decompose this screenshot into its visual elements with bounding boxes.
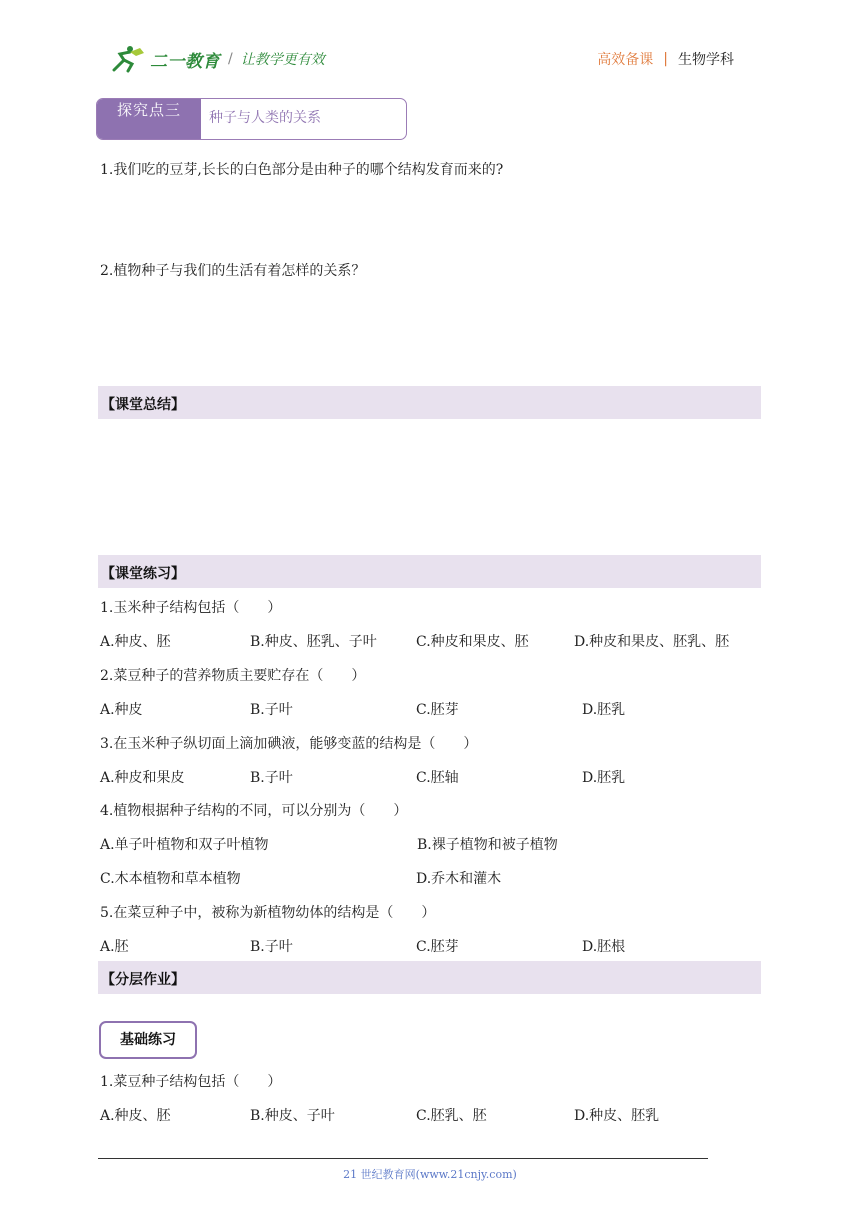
homework-bar <box>98 961 761 994</box>
basic-practice-label: 基础练习 <box>99 1021 197 1059</box>
practice-label: 【课堂练习】 <box>101 566 185 582</box>
section-tag-number: 探究点三 <box>97 99 201 139</box>
summary-bar <box>98 386 761 419</box>
option: C.胚芽 <box>416 939 459 955</box>
option: B.子叶 <box>250 702 293 718</box>
brand-logo <box>110 44 325 74</box>
header-separator: | <box>663 51 668 67</box>
logo-text: 二一教育 <box>150 51 220 72</box>
option: D.胚乳 <box>582 702 626 718</box>
header-right <box>597 49 734 69</box>
option: B.裸子植物和被子植物 <box>417 837 558 853</box>
practice-question: 2.菜豆种子的营养物质主要贮存在（ ） <box>100 668 366 684</box>
option: A.种皮和果皮 <box>100 770 185 786</box>
option: C.种皮和果皮、胚 <box>416 634 529 650</box>
option: C.胚乳、胚 <box>416 1108 487 1124</box>
basic-question: 1.菜豆种子结构包括（ ） <box>100 1074 282 1090</box>
option: D.种皮和果皮、胚乳、胚 <box>574 634 730 650</box>
header-subject: 生物学科 <box>678 52 734 68</box>
option: A.种皮 <box>100 702 143 718</box>
option: D.种皮、胚乳 <box>574 1108 660 1124</box>
practice-bar <box>98 555 761 588</box>
option: D.乔木和灌木 <box>416 871 502 887</box>
homework-label: 【分层作业】 <box>101 972 185 988</box>
summary-label: 【课堂总结】 <box>101 397 185 413</box>
option: D.胚乳 <box>582 770 626 786</box>
section-tag <box>96 98 407 140</box>
option: B.子叶 <box>250 939 293 955</box>
runner-logo-icon <box>110 44 148 74</box>
logo-divider: / <box>228 51 233 67</box>
inquiry-question: 2.植物种子与我们的生活有着怎样的关系？ <box>100 263 366 279</box>
option: C.胚轴 <box>416 770 459 786</box>
inquiry-question: 1.我们吃的豆芽,长长的白色部分是由种子的哪个结构发育而来的? <box>100 162 504 178</box>
option: A.种皮、胚 <box>100 634 171 650</box>
option: C.胚芽 <box>416 702 459 718</box>
option: A.种皮、胚 <box>100 1108 171 1124</box>
option: B.子叶 <box>250 770 293 786</box>
option: B.种皮、胚乳、子叶 <box>250 634 377 650</box>
option: C.木本植物和草本植物 <box>100 871 241 887</box>
option: B.种皮、子叶 <box>250 1108 335 1124</box>
footer-divider <box>98 1158 708 1159</box>
practice-question: 1.玉米种子结构包括（ ） <box>100 600 282 616</box>
practice-question: 3.在玉米种子纵切面上滴加碘液，能够变蓝的结构是（ ） <box>100 736 478 752</box>
header-tagline: 高效备课 <box>597 52 654 68</box>
footer-text: 21 世纪教育网(www.21cnjy.com) <box>343 1168 517 1181</box>
practice-question: 4.植物根据种子结构的不同，可以分别为（ ） <box>100 803 408 819</box>
option: A.单子叶植物和双子叶植物 <box>100 837 269 853</box>
section-tag-title: 种子与人类的关系 <box>209 110 321 126</box>
logo-slogan: 让教学更有效 <box>240 52 325 68</box>
option: A.胚 <box>100 939 129 955</box>
option: D.胚根 <box>582 939 626 955</box>
practice-question: 5.在菜豆种子中，被称为新植物幼体的结构是（ ） <box>100 905 436 921</box>
